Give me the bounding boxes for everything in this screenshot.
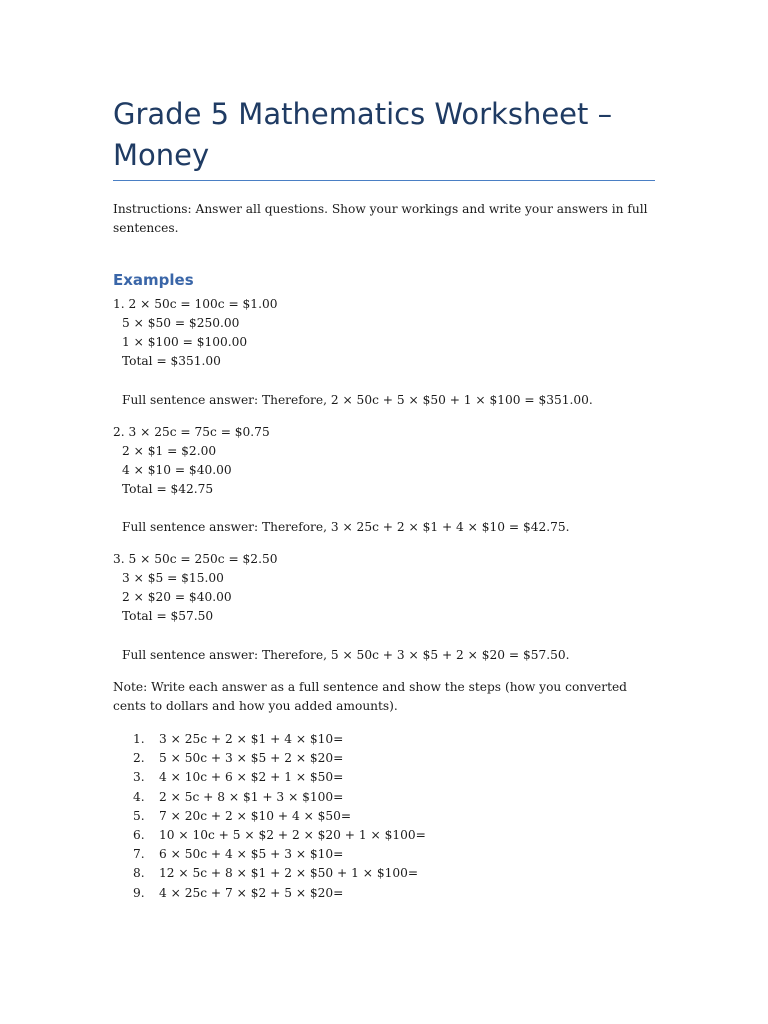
question-list	[113, 730, 426, 903]
example-1-line-2: 5 × $50 = $250.00	[122, 316, 240, 330]
example-1-line-1: 1. 2 × 50c = 100c = $1.00	[113, 297, 278, 311]
question-item	[113, 749, 426, 768]
question-number: 5.	[133, 808, 145, 823]
question-text: 4 × 10c + 6 × $2 + 1 × $50=	[159, 770, 344, 785]
note-text: Note: Write each answer as a full sentence and show the steps (how you converted cents to dollars and how you added amounts).	[113, 680, 627, 714]
example-2-answer: Full sentence answer: Therefore, 3 × 25c + 2 × $1 + 4 × $10 = $42.75.	[122, 520, 570, 534]
question-number: 1.	[133, 732, 145, 746]
example-3-total: Total = $57.50	[122, 609, 214, 623]
examples-heading: Examples	[113, 271, 194, 289]
example-2-line-1: 2. 3 × 25c = 75c = $0.75	[113, 425, 270, 439]
instructions-text: Instructions: Answer all questions. Show your workings and write your answers in full sentences.	[113, 202, 648, 236]
question-text: 3 × 25c + 2 × $1 + 4 × $10=	[159, 732, 344, 746]
question-item	[113, 845, 426, 864]
question-item	[113, 807, 426, 826]
question-item	[113, 864, 426, 883]
question-text: 4 × 25c + 7 × $2 + 5 × $20=	[159, 885, 344, 900]
question-text: 10 × 10c + 5 × $2 + 2 × $20 + 1 × $100=	[159, 828, 426, 843]
page-title: Grade 5 Mathematics Worksheet – Money	[113, 97, 613, 172]
question-number: 8.	[133, 866, 145, 881]
example-3-answer: Full sentence answer: Therefore, 5 × 50c + 3 × $5 + 2 × $20 = $57.50.	[122, 648, 570, 662]
question-text: 12 × 5c + 8 × $1 + 2 × $50 + 1 × $100=	[159, 866, 419, 881]
example-1-line-3: 1 × $100 = $100.00	[122, 335, 248, 349]
example-3-line-2: 3 × $5 = $15.00	[122, 571, 224, 585]
question-text: 7 × 20c + 2 × $10 + 4 × $50=	[159, 808, 352, 823]
question-text: 5 × 50c + 3 × $5 + 2 × $20=	[159, 751, 344, 766]
question-item	[113, 884, 426, 903]
example-1-total: Total = $351.00	[122, 354, 221, 368]
example-3-line-3: 2 × $20 = $40.00	[122, 590, 232, 604]
question-text: 2 × 5c + 8 × $1 + 3 × $100=	[159, 789, 344, 804]
question-item	[113, 768, 426, 787]
question-number: 6.	[133, 828, 145, 843]
example-2-total: Total = $42.75	[122, 482, 214, 496]
title-divider	[113, 180, 655, 181]
example-3-line-1: 3. 5 × 50c = 250c = $2.50	[113, 552, 278, 566]
question-number: 4.	[133, 789, 145, 804]
question-text: 6 × 50c + 4 × $5 + 3 × $10=	[159, 847, 344, 862]
question-number: 2.	[133, 751, 145, 766]
question-item	[113, 730, 426, 749]
example-1-answer: Full sentence answer: Therefore, 2 × 50c + 5 × $50 + 1 × $100 = $351.00.	[122, 393, 593, 407]
example-2-line-2: 2 × $1 = $2.00	[122, 444, 217, 458]
example-2-line-3: 4 × $10 = $40.00	[122, 463, 232, 477]
question-item	[113, 788, 426, 807]
question-number: 3.	[133, 770, 145, 785]
question-number: 9.	[133, 885, 145, 900]
question-item	[113, 826, 426, 845]
question-number: 7.	[133, 847, 145, 862]
